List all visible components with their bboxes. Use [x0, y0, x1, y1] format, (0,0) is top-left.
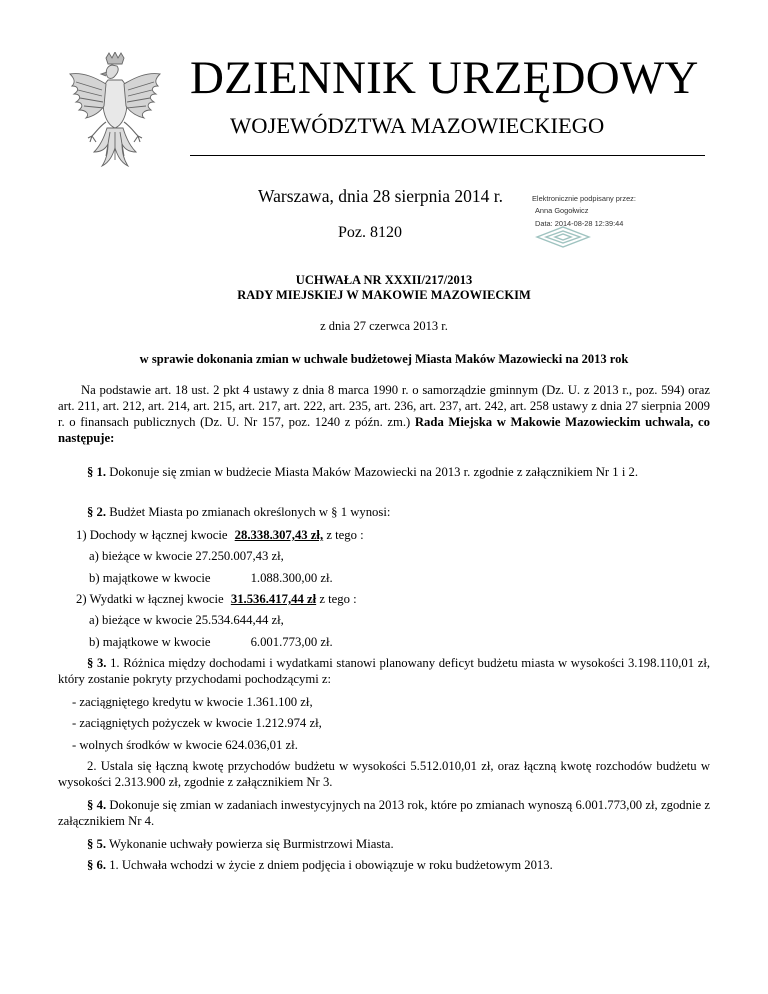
preamble: [58, 382, 710, 446]
expense-total-line: [76, 591, 357, 607]
journal-title: DZIENNIK URZĘDOWY: [190, 52, 699, 104]
paragraph-label: § 4.: [87, 798, 107, 812]
paragraph-1: [58, 464, 710, 480]
expense-asset-amount: 6.001.773,00 zł.: [250, 635, 333, 649]
expense-total-amount: 31.536.417,44 zł: [230, 592, 317, 606]
paragraph-text: Budżet Miasta po zmianach określonych w § 1 wynosi:: [109, 505, 391, 519]
paragraph-text: 1. Różnica między dochodami i wydatkami stanowi planowany deficyt budżetu miasta w wysokości 3.198.110,01 zł, który zostanie pokryty przychodami pochodzącymi z:: [58, 656, 711, 686]
electronic-signature: [532, 193, 742, 253]
resolution-council: RADY MIEJSKIEJ W MAKOWIE MAZOWIECKIM: [237, 288, 531, 302]
signature-label: Elektronicznie podpisany przez:: [532, 194, 636, 203]
paragraph-text: Dokonuje się zmian w zadaniach inwestycyjnych na 2013 rok, które po zmianach wynoszą 6.001.773,00 zł, zgodnie z załącznikiem Nr 4.: [58, 798, 711, 828]
preamble-text: Na podstawie art. 18 ust. 2 pkt 4 ustawy z dnia 8 marca 1990 r. o samorządzie gminnym (Dz. U. z 2013 r., poz. 594) oraz art. 211, art. 212, art. 214, art. 215, art. 217, art. 222, art. 235, art. 236, art. 237, art. 242, art. 258 ustawy z dnia 27 sierpnia 2009 r. o finansach publicznych (Dz. U. Nr 157, poz. 1240 z późn. zm.): [58, 383, 710, 429]
signature-date: Data: 2014-08-28 12:39:44: [535, 219, 624, 228]
expense-current-line: a) bieżące w kwocie 25.534.644,44 zł,: [89, 613, 284, 627]
paragraph-4: [58, 797, 710, 829]
income-current-line: a) bieżące w kwocie 27.250.007,43 zł,: [89, 549, 284, 563]
resolution-title: [0, 273, 768, 303]
paragraph-3-point-2: 2. Ustala się łączną kwotę przychodów budżetu w wysokości 5.512.010,01 zł, oraz łączną kwotę rozchodów budżetu w wysokości 2.313.900 zł, zgodnie z załącznikiem Nr 3.: [58, 759, 710, 789]
income-total-line: [76, 527, 364, 543]
position-number: Poz. 8120: [338, 224, 402, 241]
income-asset-amount: 1.088.300,00 zł.: [250, 571, 333, 585]
expense-asset-line: [89, 634, 333, 650]
signature-signer: Anna Gogołwicz: [535, 206, 589, 215]
income-asset-label: b) majątkowe w kwocie: [89, 571, 211, 585]
paragraph-label: § 2.: [87, 505, 107, 519]
paragraph-6: [87, 857, 553, 873]
paragraph-label: § 5.: [87, 837, 107, 851]
income-total-label: 1) Dochody w łącznej kwocie: [76, 528, 228, 542]
resolution-number: UCHWAŁA NR XXXII/217/2013: [295, 273, 473, 287]
expense-asset-label: b) majątkowe w kwocie: [89, 635, 211, 649]
paragraph-text: Wykonanie uchwały powierza się Burmistrzowi Miasta.: [108, 837, 394, 851]
journal-subtitle: WOJEWÓDZTWA MAZOWIECKIEGO: [230, 113, 605, 138]
resolution-subject: w sprawie dokonania zmian w uchwale budżetowej Miasta Maków Mazowiecki na 2013 rok: [139, 352, 629, 366]
paragraph-label: § 1.: [87, 465, 107, 479]
e-signature-mark-icon: [532, 225, 594, 249]
paragraph-3: [58, 655, 710, 687]
masthead-divider: [190, 155, 705, 156]
preamble-enactment: Rada Miejska w Makowie Mazowieckim uchwala, co następuje:: [58, 415, 710, 445]
income-total-suffix: z tego :: [326, 528, 364, 542]
paragraph-2: [87, 504, 390, 520]
paragraph-text: 1. Uchwała wchodzi w życie z dniem podjęcia i obowiązuje w roku budżetowym 2013.: [109, 858, 553, 872]
paragraph-text: Dokonuje się zmian w budżecie Miasta Maków Mazowiecki na 2013 r. zgodnie z załącznikiem Nr 1 i 2.: [109, 465, 639, 479]
polish-eagle-emblem-icon: [62, 52, 168, 180]
issue-date: Warszawa, dnia 28 sierpnia 2014 r.: [258, 186, 503, 206]
expense-total-label: 2) Wydatki w łącznej kwocie: [76, 592, 224, 606]
expense-total-suffix: z tego :: [319, 592, 357, 606]
resolution-date: z dnia 27 czerwca 2013 r.: [320, 319, 448, 333]
paragraph-5: [87, 836, 394, 852]
deficit-source-funds: - wolnych środków w kwocie 624.036,01 zł.: [72, 738, 298, 752]
income-asset-line: [89, 570, 333, 586]
deficit-source-credit: - zaciągniętego kredytu w kwocie 1.361.100 zł,: [72, 695, 313, 709]
paragraph-label: § 6.: [87, 858, 107, 872]
deficit-source-loans: - zaciągniętych pożyczek w kwocie 1.212.974 zł,: [72, 716, 322, 730]
income-total-amount: 28.338.307,43 zł,: [234, 528, 324, 542]
paragraph-label: § 3.: [87, 656, 107, 670]
